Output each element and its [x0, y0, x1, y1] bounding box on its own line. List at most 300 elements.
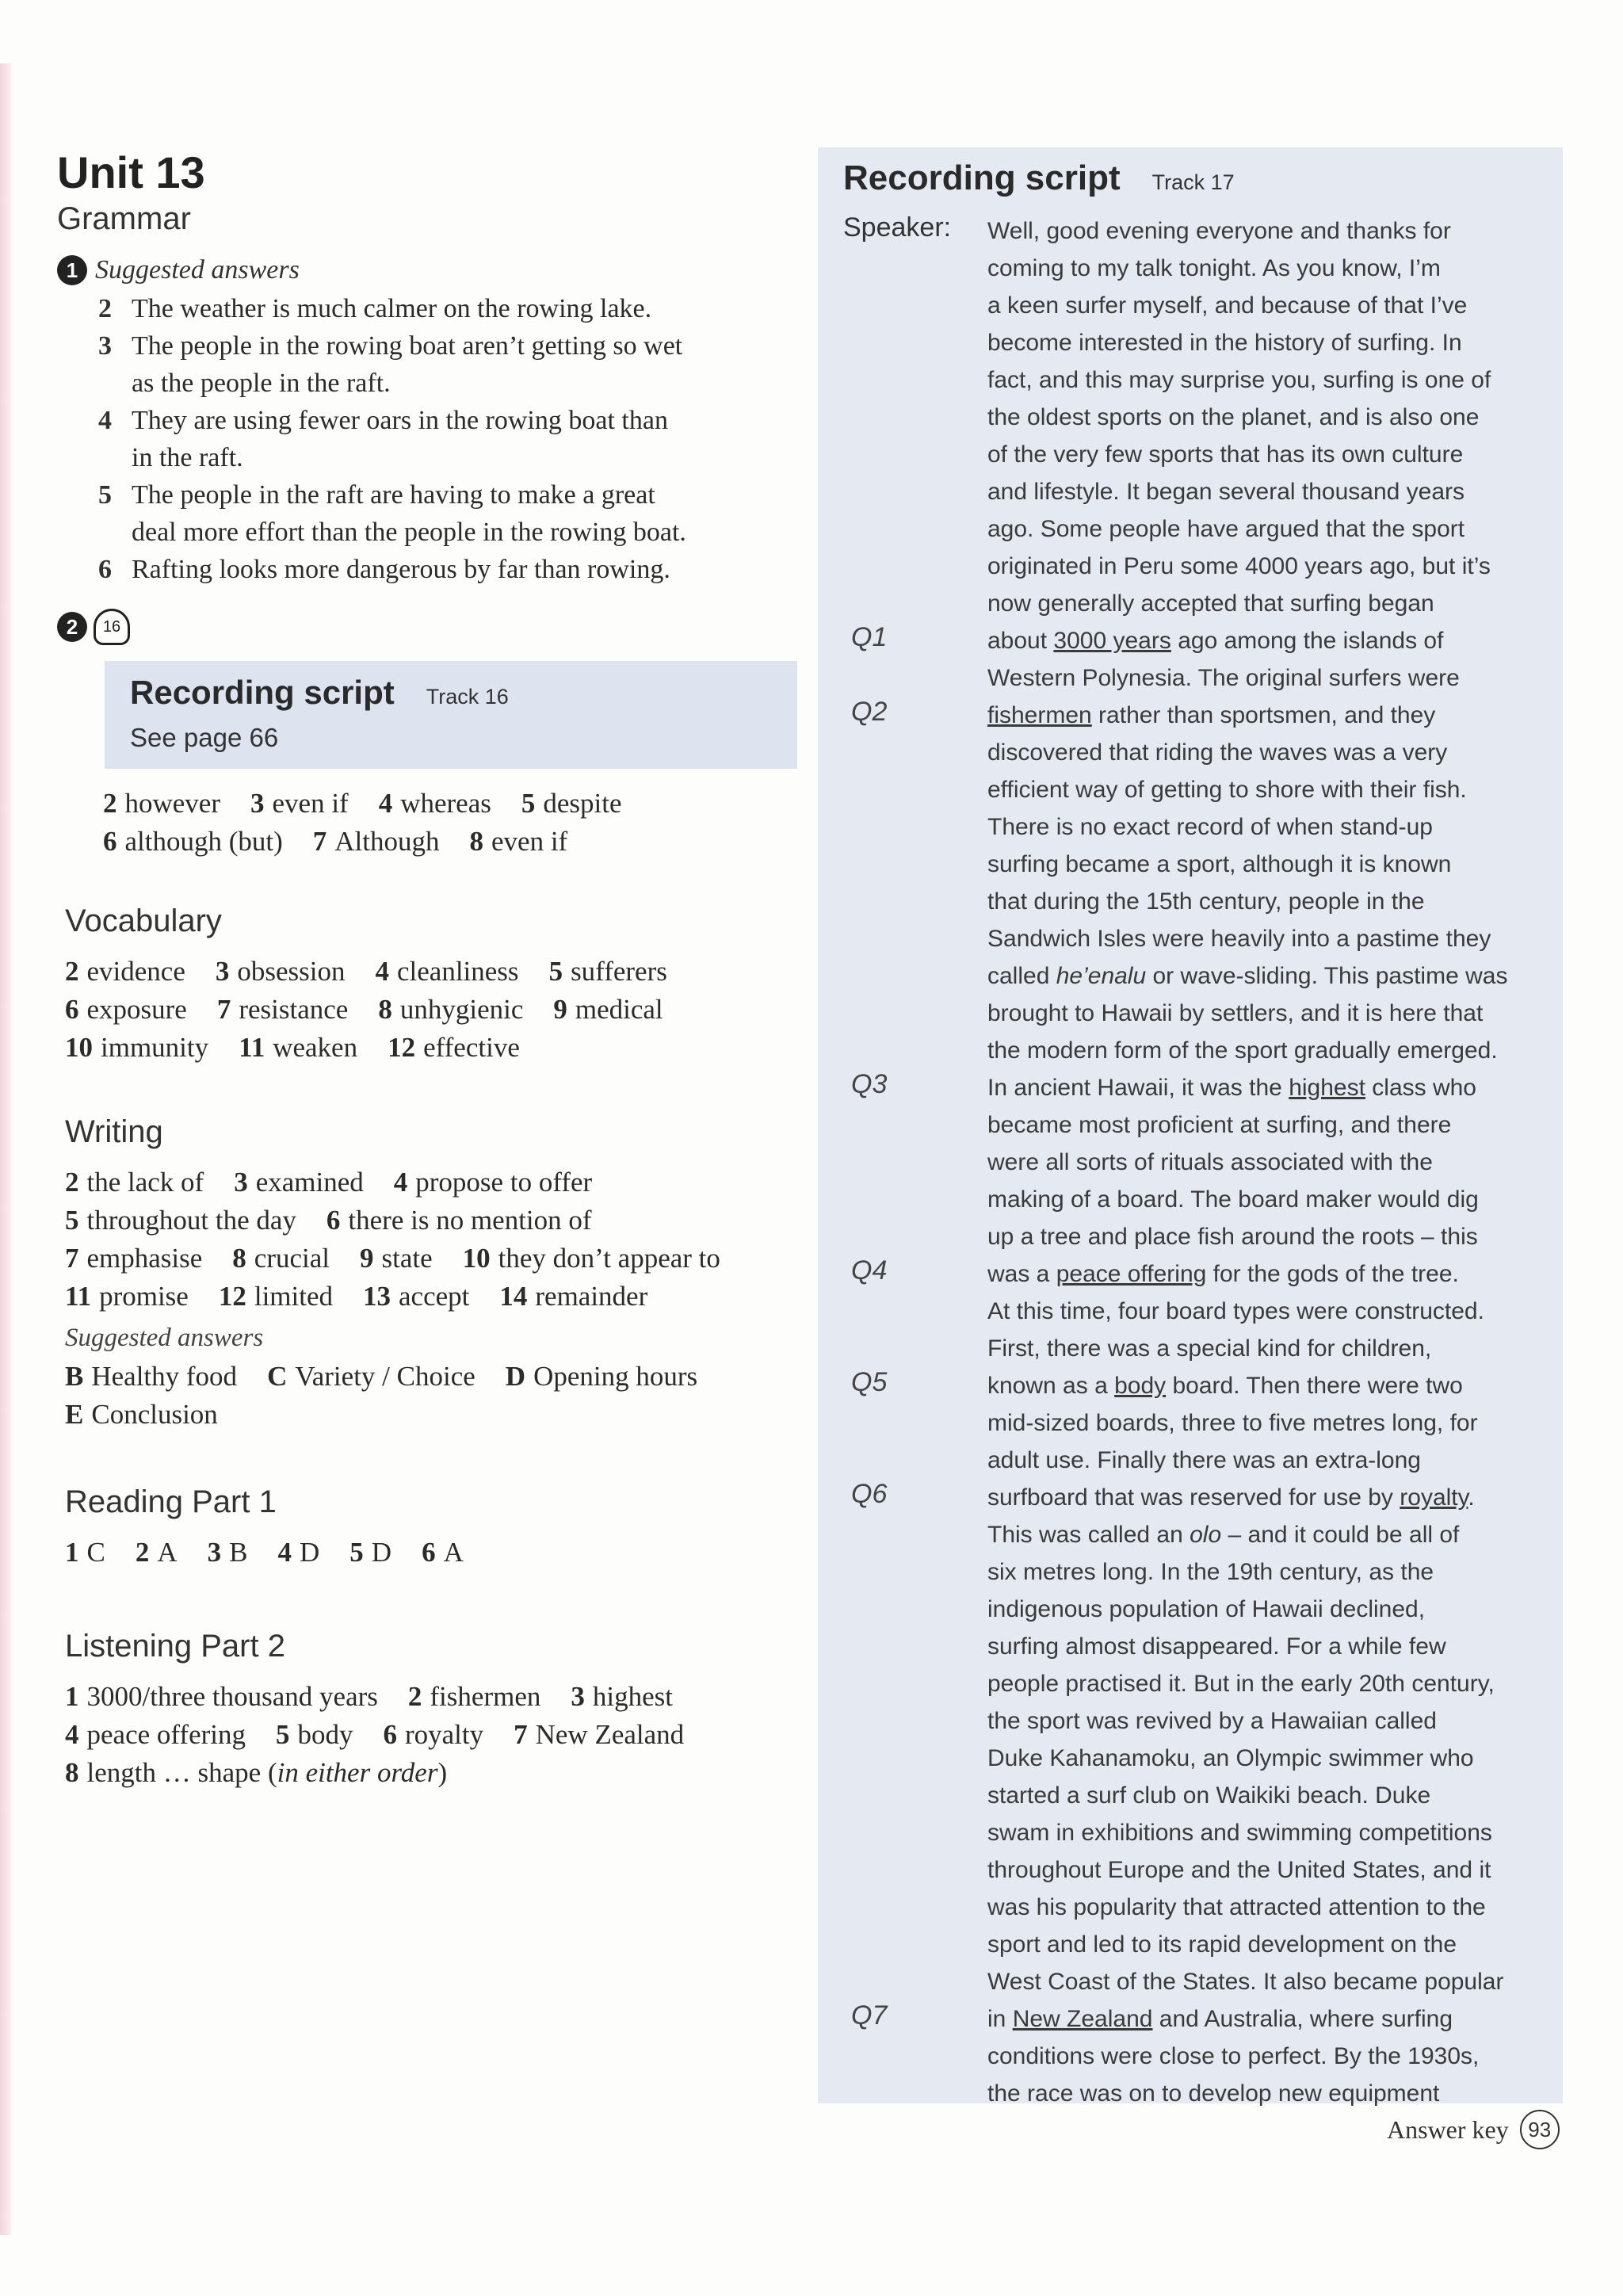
script-segment: the race was on to develop new equipment	[987, 2080, 1440, 2107]
question-marker-q4: Q4	[851, 1255, 888, 1286]
track-17-label: Track 17	[1151, 170, 1235, 194]
script-line	[987, 473, 1542, 510]
answer-text: limited	[254, 1281, 333, 1312]
grammar-title: Grammar	[57, 201, 191, 236]
exercise-1-heading	[57, 255, 818, 285]
answer-row	[65, 1396, 818, 1434]
answer-item	[65, 994, 187, 1025]
answer-text	[132, 402, 668, 476]
answer-text: medical	[575, 994, 663, 1025]
answer-item	[278, 1537, 320, 1568]
script-segment: became most proficient at surfing, and there	[987, 1112, 1452, 1138]
answer-number: 6	[422, 1537, 436, 1568]
script-segment: adult use. Finally there was an extra-long	[987, 1447, 1421, 1473]
answer-item	[208, 1537, 248, 1568]
answer-item	[267, 1361, 475, 1392]
answer-row	[65, 1201, 818, 1240]
answer-number: 4	[277, 1537, 292, 1568]
answer-text: Conclusion	[91, 1399, 218, 1430]
answer-text: crucial	[254, 1243, 330, 1274]
question-marker-q2: Q2	[851, 697, 888, 727]
page-number: 93	[1520, 2110, 1560, 2149]
script-line	[987, 1963, 1542, 2000]
answer-text: promise	[99, 1281, 189, 1312]
answer-text: highest	[592, 1681, 673, 1712]
answer-note: in either order	[277, 1757, 438, 1788]
answer-line: The weather is much calmer on the rowing lake.	[132, 294, 652, 323]
answer-text: unhygienic	[399, 994, 524, 1025]
reading-title: Reading Part 1	[65, 1484, 277, 1519]
answer-item	[276, 1719, 353, 1750]
answer-item	[232, 1243, 330, 1274]
answer-text: New Zealand	[535, 1719, 685, 1750]
answer-item	[499, 1281, 647, 1312]
script-segment: surfboard that was reserved for use by	[987, 1484, 1400, 1511]
answer-number: 5	[65, 1205, 79, 1236]
writing-section	[65, 1113, 818, 1434]
answer-item	[383, 1719, 483, 1750]
answer-text: Although	[334, 826, 440, 857]
script-segment: that during the 15th century, people in the	[987, 888, 1425, 915]
script-segment: brought to Hawaii by settlers, and it is here that	[987, 1000, 1484, 1026]
answer-number: 3	[571, 1681, 585, 1712]
script-line	[987, 1218, 1542, 1255]
answer-item	[349, 1537, 391, 1568]
suggested-answers-label: Suggested answers	[95, 255, 300, 285]
writing-suggested-answers	[65, 1358, 818, 1434]
script-segment: was a	[987, 1261, 1056, 1287]
script-segment: up a tree and place fish around the roots – this	[987, 1224, 1478, 1250]
recording-script-box-track16	[105, 661, 797, 769]
answer-text: however	[124, 788, 221, 819]
script-segment: the sport was revived by a Hawaiian called	[987, 1708, 1437, 1734]
answer-number: 6	[65, 994, 79, 1025]
script-line	[987, 1069, 1542, 1106]
answer-number: 1	[65, 1537, 79, 1568]
answer-text: Healthy food	[91, 1361, 238, 1392]
script-line	[987, 1628, 1542, 1665]
script-segment: making of a board. The board maker would dig	[987, 1186, 1479, 1213]
footer-label: Answer key	[1387, 2115, 1509, 2144]
answer-number: 6	[103, 826, 117, 857]
answer-item	[394, 1167, 592, 1198]
script-segment: West Coast of the States. It also became popular	[987, 1969, 1504, 1995]
script-segment: discovered that riding the waves was a very	[987, 739, 1448, 766]
script-line	[987, 1144, 1542, 1181]
answer-number: 3	[215, 956, 230, 987]
answer-row	[65, 1029, 818, 1067]
script-line	[987, 1702, 1542, 1740]
answer-row	[65, 991, 818, 1029]
script-line	[987, 808, 1542, 846]
answer-item	[98, 476, 843, 551]
see-page-reference: See page 66	[130, 723, 279, 752]
answer-text: D	[300, 1537, 320, 1568]
headphones-icon	[94, 609, 130, 645]
answer-text: effective	[423, 1032, 520, 1063]
script-segment: Duke Kahanamoku, an Olympic swimmer who	[987, 1745, 1474, 1771]
script-segment: started a surf club on Waikiki beach. Duke	[987, 1782, 1431, 1809]
script-segment: in	[987, 2006, 1013, 2032]
answer-number: 7	[312, 826, 327, 857]
answer-number: 13	[363, 1281, 391, 1312]
answer-row	[65, 953, 818, 991]
script-segment: he’enalu	[1056, 963, 1147, 989]
answer-line: The people in the rowing boat aren’t getting so wet	[132, 331, 683, 361]
answer-item	[98, 402, 843, 476]
question-marker-q6: Q6	[851, 1479, 888, 1509]
answer-number: 6	[98, 555, 112, 584]
answer-number: C	[267, 1361, 288, 1392]
script-line	[987, 1181, 1542, 1218]
answer-number: 14	[499, 1281, 528, 1312]
listening-title: Listening Part 2	[65, 1629, 285, 1664]
answer-text: there is no mention of	[348, 1205, 592, 1236]
answer-number: 4	[378, 788, 393, 819]
answer-item	[376, 956, 519, 987]
script-segment: Sandwich Isles were heavily into a pastime they	[987, 926, 1491, 952]
script-line	[987, 659, 1542, 697]
answer-number: 8	[65, 1757, 79, 1788]
answer-number: 10	[462, 1243, 491, 1274]
answer-item	[470, 826, 568, 857]
script-segment: In ancient Hawaii, it was the	[987, 1075, 1289, 1101]
answer-number: B	[65, 1361, 84, 1392]
answer-item	[360, 1243, 433, 1274]
answer-line: Rafting looks more dangerous by far than rowing.	[132, 555, 670, 584]
question-marker-q3: Q3	[851, 1069, 888, 1099]
script-segment: First, there was a special kind for children,	[987, 1335, 1432, 1362]
script-line	[987, 697, 1542, 734]
script-segment: board. Then there were two	[1166, 1373, 1463, 1399]
script-segment: sport and led to its rapid development on the	[987, 1931, 1457, 1958]
recording-script-17-title: Recording script	[843, 159, 1121, 197]
answer-item	[65, 956, 185, 987]
answer-text: state	[381, 1243, 433, 1274]
answer-item	[521, 788, 622, 819]
script-line	[987, 1442, 1542, 1479]
answer-item	[313, 826, 440, 857]
answer-item	[571, 1681, 673, 1712]
script-segment: conditions were close to perfect. By the 1930s,	[987, 2043, 1480, 2069]
answer-text: cleanliness	[397, 956, 519, 987]
script-segment: Western Polynesia. The original surfers were	[987, 665, 1460, 691]
page-edge	[0, 63, 11, 2235]
script-line	[987, 1479, 1542, 1516]
exercise-2-heading	[57, 609, 818, 645]
script-segment: rather than sportsmen, and they	[1091, 702, 1436, 728]
speaker-label: Speaker:	[843, 212, 952, 243]
script-line	[987, 1367, 1542, 1404]
answer-row	[65, 1240, 818, 1278]
answer-text: royalty	[404, 1719, 484, 1750]
script-segment: originated in Peru some 4000 years ago, but it’s	[987, 553, 1491, 579]
answer-text	[132, 327, 682, 402]
answer-item	[327, 1205, 592, 1236]
script-segment: ago. Some people have argued that the sport	[987, 516, 1465, 542]
answer-line: The people in the raft are having to make a great	[132, 480, 655, 510]
answer-item	[103, 788, 220, 819]
script-line	[987, 1851, 1542, 1889]
script-line	[987, 920, 1542, 957]
script-line	[987, 1814, 1542, 1851]
script-segment: throughout Europe and the United States, and it	[987, 1857, 1491, 1883]
answer-item	[250, 788, 349, 819]
answer-number: 1	[65, 1681, 79, 1712]
answer-number: 2	[135, 1537, 150, 1568]
answer-row	[65, 1678, 818, 1716]
answer-number: 7	[216, 994, 231, 1025]
answer-text: accept	[399, 1281, 470, 1312]
script-segment: of the very few sports that has its own culture	[987, 441, 1464, 468]
answer-row	[103, 785, 818, 823]
listening-answers	[65, 1678, 818, 1754]
answer-text: although (but)	[124, 826, 283, 857]
script-line	[987, 1032, 1542, 1069]
answer-item	[239, 1032, 357, 1063]
answer-item	[65, 1243, 202, 1274]
script-segment: At this time, four board types were constructed.	[987, 1298, 1484, 1324]
answer-number: 3	[250, 788, 265, 819]
exercise-number-1: 1	[57, 255, 87, 285]
answer-item	[65, 1681, 378, 1712]
answer-text: fishermen	[430, 1681, 541, 1712]
answer-number: 9	[360, 1243, 374, 1274]
answer-item	[408, 1681, 540, 1712]
answer-item	[388, 1032, 520, 1063]
script-segment: called	[987, 963, 1056, 989]
answer-line: in the raft.	[132, 443, 243, 472]
answer-number: 3	[207, 1537, 222, 1568]
script-line	[987, 1777, 1542, 1814]
script-line	[987, 883, 1542, 920]
answer-text: 3000/three thousand years	[86, 1681, 378, 1712]
exercise-2-answers	[103, 785, 818, 861]
answer-number: 4	[393, 1167, 408, 1198]
answer-text: length … shape	[86, 1757, 262, 1788]
script-line	[987, 1404, 1542, 1442]
answer-number: 2	[65, 1167, 79, 1198]
answer-number: 12	[218, 1281, 246, 1312]
answer-text: B	[229, 1537, 248, 1568]
script-line	[987, 2038, 1542, 2075]
listening-section	[65, 1627, 818, 1792]
answer-text: C	[86, 1537, 105, 1568]
answer-text: resistance	[239, 994, 349, 1025]
answer-text: exposure	[86, 994, 187, 1025]
answer-item	[216, 956, 346, 987]
answer-column	[57, 147, 818, 1792]
answer-text: Variety / Choice	[295, 1361, 475, 1392]
answer-item	[98, 551, 843, 588]
track-label: Track 16	[426, 685, 509, 709]
script-segment: for the gods of the tree.	[1206, 1261, 1459, 1287]
script-line	[987, 771, 1542, 808]
script-line	[987, 2075, 1542, 2112]
answer-number: 2	[103, 788, 117, 819]
answer-number: 7	[514, 1719, 528, 1750]
answer-underline: body	[1114, 1373, 1167, 1399]
answer-item	[65, 1032, 208, 1063]
answer-text: remainder	[535, 1281, 648, 1312]
script-line	[987, 1889, 1542, 1926]
answer-item	[463, 1243, 720, 1274]
recording-script-17-header	[843, 159, 1235, 198]
answer-row	[103, 823, 818, 861]
answer-item	[98, 327, 843, 402]
script-line	[987, 1665, 1542, 1702]
script-line	[987, 995, 1542, 1032]
script-segment: people practised it. But in the early 20th century,	[987, 1671, 1495, 1697]
exercise-number-2: 2	[57, 612, 87, 642]
answer-number: 5	[349, 1537, 364, 1568]
answer-number: 11	[65, 1281, 92, 1312]
script-text	[987, 212, 1542, 2112]
recording-script-title: Recording script	[130, 674, 395, 711]
answer-text: even if	[491, 826, 568, 857]
answer-item	[219, 1281, 333, 1312]
answer-number: 2	[65, 956, 79, 987]
answer-text: despite	[543, 788, 622, 819]
script-segment: the oldest sports on the planet, and is also one	[987, 404, 1480, 430]
answer-text: the lack of	[86, 1167, 204, 1198]
script-line	[987, 510, 1542, 548]
script-segment: .	[1468, 1484, 1475, 1511]
answer-text: evidence	[86, 956, 185, 987]
answer-text: immunity	[101, 1032, 209, 1063]
script-segment: Well, good evening everyone and thanks for	[987, 218, 1451, 244]
answer-text: sufferers	[571, 956, 667, 987]
answer-number: 3	[234, 1167, 248, 1198]
script-segment: become interested in the history of surfing. In	[987, 330, 1462, 356]
answer-text	[132, 476, 686, 551]
answer-number: 8	[232, 1243, 246, 1274]
recording-script-header	[130, 674, 772, 712]
answer-underline: highest	[1289, 1075, 1365, 1101]
answer-number: 9	[553, 994, 567, 1025]
answer-item	[103, 826, 283, 857]
script-segment: and Australia, where surfing	[1152, 2006, 1453, 2032]
answer-text: whereas	[400, 788, 491, 819]
script-segment: about	[987, 628, 1054, 654]
vocabulary-section	[65, 902, 818, 1067]
answer-number: 8	[469, 826, 484, 857]
answer-number: 5	[548, 956, 563, 987]
answer-item	[136, 1537, 178, 1568]
script-line	[987, 1740, 1542, 1777]
answer-number: 5	[521, 788, 536, 819]
script-line	[987, 250, 1542, 287]
answer-underline: royalty	[1400, 1484, 1468, 1511]
answer-item	[363, 1281, 469, 1312]
answer-text: weaken	[273, 1032, 358, 1063]
answer-number: 3	[98, 331, 112, 361]
script-line	[987, 1516, 1542, 1553]
script-line	[987, 1293, 1542, 1330]
answer-row	[65, 1534, 818, 1572]
page-footer	[1387, 2110, 1560, 2149]
script-line	[987, 622, 1542, 659]
script-segment: were all sorts of rituals associated with the	[987, 1149, 1433, 1175]
answer-number: 12	[388, 1032, 416, 1063]
script-segment: olo	[1190, 1522, 1222, 1548]
answer-item	[506, 1361, 697, 1392]
writing-title: Writing	[65, 1114, 163, 1149]
script-segment: indigenous population of Hawaii declined,	[987, 1596, 1426, 1622]
answer-number: 8	[378, 994, 392, 1025]
script-line	[987, 1926, 1542, 1963]
answer-underline: New Zealand	[1012, 2006, 1153, 2032]
answer-number: 4	[98, 406, 112, 435]
recording-script-panel-track17	[818, 147, 1563, 2107]
answer-underline: peace offering	[1056, 1261, 1207, 1287]
script-segment: was his popularity that attracted attention to the	[987, 1894, 1486, 1920]
answer-number: 2	[407, 1681, 422, 1712]
script-line	[987, 2000, 1542, 2038]
answer-item	[379, 788, 491, 819]
vocabulary-title: Vocabulary	[65, 904, 222, 938]
answer-item	[65, 1281, 189, 1312]
script-segment: class who	[1365, 1075, 1476, 1101]
script-segment: surfing almost disappeared. For a while few	[987, 1633, 1446, 1660]
answer-text: obsession	[237, 956, 346, 987]
answer-row	[65, 1358, 818, 1396]
answer-line: deal more effort than the people in the rowing boat.	[132, 518, 686, 547]
script-line	[987, 1106, 1542, 1144]
answer-text: A	[157, 1537, 178, 1568]
answer-line: as the people in the raft.	[132, 369, 391, 398]
answer-text	[132, 551, 670, 588]
answer-number: 5	[275, 1719, 290, 1750]
script-segment: known as a	[987, 1373, 1115, 1399]
listening-last-line	[65, 1754, 818, 1792]
script-segment: swam in exhibitions and swimming competitions	[987, 1820, 1492, 1846]
answer-number: 6	[326, 1205, 341, 1236]
answer-text: they don’t appear to	[498, 1243, 720, 1274]
answer-item	[65, 1537, 105, 1568]
answer-item	[549, 956, 667, 987]
answer-line: They are using fewer oars in the rowing boat than	[132, 406, 668, 435]
script-line	[987, 585, 1542, 622]
answer-text: A	[443, 1537, 464, 1568]
vocabulary-answers	[65, 953, 818, 1067]
script-segment: fact, and this may surprise you, surfing is one of	[987, 367, 1491, 393]
script-segment: six metres long. In the 19th century, as the	[987, 1559, 1434, 1585]
answer-item	[65, 1205, 296, 1236]
script-segment: a keen surfer myself, and because of that I’ve	[987, 292, 1468, 319]
answer-item	[65, 1167, 204, 1198]
answer-text: Opening hours	[533, 1361, 698, 1392]
answer-item	[514, 1719, 684, 1750]
answer-number: 6	[383, 1719, 397, 1750]
answer-underline: fishermen	[987, 702, 1092, 728]
script-segment: ago among the islands of	[1170, 628, 1444, 654]
exercise-1-answers	[57, 290, 818, 588]
script-segment: surfing became a sport, although it is known	[987, 851, 1452, 877]
writing-suggested-label: Suggested answers	[65, 1324, 264, 1352]
script-segment: now generally accepted that surfing began	[987, 590, 1434, 617]
answer-number: 4	[65, 1719, 79, 1750]
script-line	[987, 1553, 1542, 1591]
script-segment: This was called an	[987, 1522, 1190, 1548]
answer-number: 2	[98, 294, 112, 323]
answer-item	[234, 1167, 364, 1198]
question-marker-q5: Q5	[851, 1367, 888, 1397]
script-line	[987, 1330, 1542, 1367]
answer-number: 4	[375, 956, 389, 987]
answer-text: body	[297, 1719, 353, 1750]
script-segment: efficient way of getting to shore with their fish.	[987, 777, 1467, 803]
